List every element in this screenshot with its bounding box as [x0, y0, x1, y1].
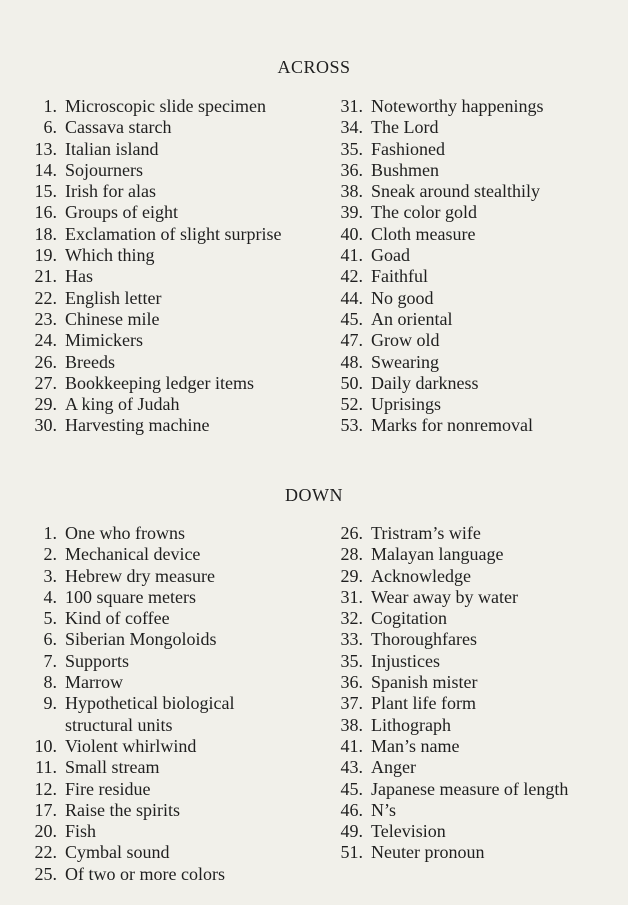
clue-item [30, 587, 330, 608]
down-right-column [336, 523, 626, 864]
clue-text: Swearing [371, 351, 439, 372]
clue-text: Kind of coffee [65, 608, 170, 629]
clue-item [30, 779, 330, 800]
clue-number: 2. [43, 544, 57, 565]
clue-text: Sneak around stealthily [371, 181, 540, 202]
clue-text: Which thing [65, 245, 155, 266]
clue-item [30, 821, 330, 842]
clue-number: 30. [34, 415, 57, 436]
clue-item [30, 544, 330, 565]
clue-text: Neuter pronoun [371, 842, 485, 863]
clue-item [336, 373, 626, 394]
clue-text: Supports [65, 650, 130, 671]
clue-item [336, 693, 626, 714]
clue-number: 1. [43, 96, 57, 116]
clue-item [30, 629, 330, 650]
clue-text: 100 square meters [65, 586, 196, 607]
clue-item [336, 352, 626, 373]
clue-number: 47. [340, 330, 363, 351]
clue-number: 49. [340, 821, 363, 842]
clue-item [30, 672, 330, 693]
clue-number: 41. [340, 735, 363, 756]
clue-text: Cogitation [371, 608, 447, 629]
clue-number: 1. [43, 523, 57, 543]
clue-text: Malayan language [371, 544, 504, 565]
clue-item [336, 288, 626, 309]
clue-item [336, 587, 626, 608]
clue-number: 46. [340, 799, 363, 820]
clue-number: 41. [340, 245, 363, 266]
clue-text: N’s [371, 799, 397, 820]
clue-number: 25. [34, 863, 57, 884]
clue-text: Has [65, 266, 93, 287]
clue-text: Mimickers [65, 330, 143, 351]
clue-number: 51. [340, 842, 363, 863]
clue-text: Television [371, 821, 446, 842]
clue-item [336, 672, 626, 693]
clue-number: 40. [340, 223, 363, 244]
clue-text: Injustices [371, 650, 440, 671]
clue-number: 43. [340, 757, 363, 778]
clue-text: Cloth measure [371, 223, 476, 244]
clue-number: 6. [43, 117, 57, 138]
clue-number: 52. [340, 394, 363, 415]
clue-item [336, 779, 626, 800]
clue-number [30, 715, 57, 736]
clue-number: 23. [34, 308, 57, 329]
clue-text: Fish [65, 821, 97, 842]
clue-number: 39. [340, 202, 363, 223]
clue-text: Thoroughfares [371, 629, 477, 650]
clue-text: Exclamation of slight surprise [65, 223, 282, 244]
clue-number: 28. [340, 544, 363, 565]
clue-item [30, 566, 330, 587]
clue-item [336, 523, 626, 544]
clue-text: Plant life form [371, 693, 476, 714]
clue-number: 16. [34, 202, 57, 223]
clue-text: Microscopic slide specimen [65, 96, 266, 116]
clue-item [336, 800, 626, 821]
clue-number: 26. [34, 351, 57, 372]
clue-item [30, 224, 330, 245]
clue-item [30, 373, 330, 394]
clue-text: Marrow [65, 672, 123, 693]
clue-text: Lithograph [371, 714, 451, 735]
clue-item [336, 309, 626, 330]
clue-text: Uprisings [371, 394, 442, 415]
clue-number: 33. [340, 629, 363, 650]
clue-text: Small stream [65, 757, 160, 778]
clue-text: Noteworthy happenings [371, 96, 544, 116]
clue-text: Marks for nonremoval [371, 415, 533, 436]
clue-text: A king of Judah [65, 394, 180, 415]
clue-text: Bookkeeping ledger items [65, 372, 254, 393]
clue-item [336, 96, 626, 117]
clue-item [30, 757, 330, 778]
clue-text: Italian island [65, 138, 159, 159]
clue-item [30, 139, 330, 160]
clue-text: The Lord [371, 117, 439, 138]
clue-text: Tristram’s wife [371, 523, 481, 543]
clue-text: Fire residue [65, 778, 151, 799]
clue-text: Japanese measure of length [371, 778, 569, 799]
clue-number: 35. [340, 138, 363, 159]
clue-number: 4. [43, 586, 57, 607]
clue-text: Mechanical device [65, 544, 201, 565]
clue-item [336, 330, 626, 351]
clue-text: One who frowns [65, 523, 185, 543]
clue-text: Breeds [65, 351, 115, 372]
clue-number: 42. [340, 266, 363, 287]
clue-number: 44. [340, 287, 363, 308]
clue-item [336, 117, 626, 138]
clue-number: 53. [340, 415, 363, 436]
clue-number: 8. [43, 672, 57, 693]
clue-text: Wear away by water [371, 586, 518, 607]
clue-text: Spanish mister [371, 672, 478, 693]
clue-text: Goad [371, 245, 410, 266]
clue-number: 27. [34, 372, 57, 393]
clue-number: 35. [340, 650, 363, 671]
clue-number: 29. [34, 394, 57, 415]
clue-item [30, 181, 330, 202]
clue-number: 20. [34, 821, 57, 842]
clue-text: Irish for alas [65, 181, 156, 202]
clue-item [30, 523, 330, 544]
clue-number: 24. [34, 330, 57, 351]
clue-item [336, 566, 626, 587]
clue-item [336, 245, 626, 266]
clue-item [30, 330, 330, 351]
clue-text: English letter [65, 287, 162, 308]
clue-item [30, 415, 330, 436]
clue-item [336, 608, 626, 629]
clue-item [336, 842, 626, 863]
clue-text: Cymbal sound [65, 842, 170, 863]
clue-item [336, 736, 626, 757]
clue-text: Daily darkness [371, 372, 479, 393]
clue-item [336, 224, 626, 245]
clue-number: 22. [34, 842, 57, 863]
clue-item [30, 202, 330, 223]
clue-number: 5. [43, 608, 57, 629]
clue-number: 45. [340, 308, 363, 329]
clue-item [30, 117, 330, 138]
clue-text: Man’s name [371, 735, 460, 756]
clue-number: 45. [340, 778, 363, 799]
clue-item [30, 608, 330, 629]
clue-text: Chinese mile [65, 308, 160, 329]
clue-number: 18. [34, 223, 57, 244]
across-heading: ACROSS [277, 57, 351, 77]
clue-number: 38. [340, 714, 363, 735]
clue-text: Fashioned [371, 138, 445, 159]
clue-item [336, 757, 626, 778]
clue-item [336, 181, 626, 202]
clue-number: 29. [340, 565, 363, 586]
clue-item [336, 651, 626, 672]
clue-text: Siberian Mongoloids [65, 629, 217, 650]
clue-item [30, 96, 330, 117]
clue-text: Cassava starch [65, 117, 172, 138]
clue-item [336, 139, 626, 160]
clue-item [30, 288, 330, 309]
across-left-column [30, 96, 330, 437]
clue-item [336, 821, 626, 842]
clue-item [336, 202, 626, 223]
across-right-column [336, 96, 626, 437]
clue-number: 15. [34, 181, 57, 202]
clue-text: Harvesting machine [65, 415, 210, 436]
clue-text: Bushmen [371, 159, 440, 180]
clue-text: structural units [65, 714, 173, 735]
clue-text: Acknowledge [371, 565, 471, 586]
clue-number: 11. [35, 757, 57, 778]
clue-number: 22. [34, 287, 57, 308]
clue-text: Of two or more colors [65, 863, 225, 884]
clue-item [336, 715, 626, 736]
clue-item [336, 415, 626, 436]
down-left-column [30, 523, 330, 885]
clue-number: 50. [340, 372, 363, 393]
clue-text: The color gold [371, 202, 477, 223]
clue-text: Violent whirlwind [65, 735, 197, 756]
clue-item [30, 394, 330, 415]
clue-number: 36. [340, 672, 363, 693]
clue-item [30, 715, 330, 736]
clue-item [30, 266, 330, 287]
clue-item [336, 160, 626, 181]
clue-text: Hebrew dry measure [65, 565, 215, 586]
clue-item [30, 352, 330, 373]
clue-number: 9. [43, 693, 57, 714]
clue-text: Raise the spirits [65, 799, 180, 820]
clue-number: 3. [43, 565, 57, 586]
clue-item [30, 693, 330, 714]
clue-number: 26. [340, 523, 363, 543]
clue-item [30, 800, 330, 821]
clue-number: 14. [34, 159, 57, 180]
clue-text: No good [371, 287, 434, 308]
clue-item [336, 266, 626, 287]
clue-number: 12. [34, 778, 57, 799]
clue-number: 48. [340, 351, 363, 372]
clue-text: Faithful [371, 266, 428, 287]
clue-number: 32. [340, 608, 363, 629]
clue-text: Anger [371, 757, 416, 778]
clue-text: An oriental [371, 308, 453, 329]
down-heading: DOWN [285, 485, 343, 505]
clue-number: 21. [34, 266, 57, 287]
clue-text: Sojourners [65, 159, 143, 180]
clue-number: 34. [340, 117, 363, 138]
clue-item [336, 629, 626, 650]
clue-number: 19. [34, 245, 57, 266]
clue-number: 7. [43, 650, 57, 671]
clue-item [30, 842, 330, 863]
clue-number: 13. [34, 138, 57, 159]
clue-item [30, 736, 330, 757]
clue-item [336, 394, 626, 415]
clue-item [30, 864, 330, 885]
clue-item [336, 544, 626, 565]
clue-number: 38. [340, 181, 363, 202]
clue-number: 36. [340, 159, 363, 180]
clue-number: 31. [340, 96, 363, 116]
clue-number: 37. [340, 693, 363, 714]
clue-text: Grow old [371, 330, 440, 351]
clue-number: 6. [43, 629, 57, 650]
clue-item [30, 651, 330, 672]
clue-number: 17. [34, 799, 57, 820]
clue-item [30, 309, 330, 330]
clue-number: 31. [340, 586, 363, 607]
clue-text: Hypothetical biological [65, 693, 235, 714]
clue-item [30, 160, 330, 181]
clue-text: Groups of eight [65, 202, 178, 223]
clue-number: 10. [34, 735, 57, 756]
clue-item [30, 245, 330, 266]
